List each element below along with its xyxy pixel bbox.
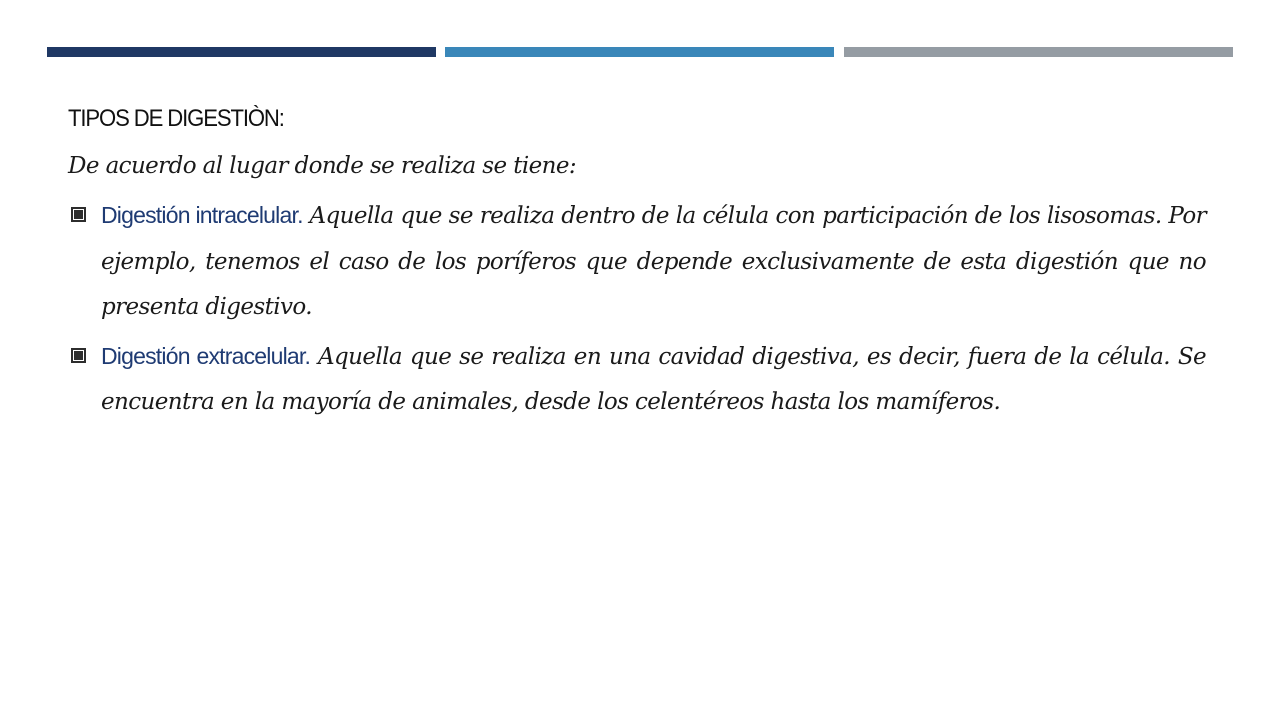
slide-content (68, 102, 1208, 429)
header-accent-bars (47, 47, 1233, 57)
bullet-text: Aquella que se realiza en una cavidad digestiva, es decir, fuera de la célula. Se encuentra en la mayoría de animales, desde los celentéreos hasta los mamíferos. (101, 343, 1206, 415)
accent-bar-dark (47, 47, 436, 57)
checkbox-square-icon (70, 347, 87, 364)
bullet-term: Digestión extracelular. (101, 342, 311, 369)
bullet-item-extracellular (68, 334, 1206, 426)
bullet-item-intracellular (68, 193, 1206, 331)
bullet-text: Aquella que se realiza dentro de la célula con participación de los lisosomas. Por ejemplo, tenemos el caso de los poríferos que depende exclusivamente de esta digestión que no presenta digestivo. (101, 203, 1207, 320)
slide-heading: TIPOS DE DIGESTIÒN: (68, 105, 284, 132)
accent-bar-blue (445, 47, 834, 57)
intro-text: De acuerdo al lugar donde se realiza se tiene: (68, 153, 576, 179)
accent-bar-gray (844, 47, 1233, 57)
checkbox-square-icon (70, 206, 87, 223)
bullet-term: Digestión intracelular. (101, 202, 303, 228)
